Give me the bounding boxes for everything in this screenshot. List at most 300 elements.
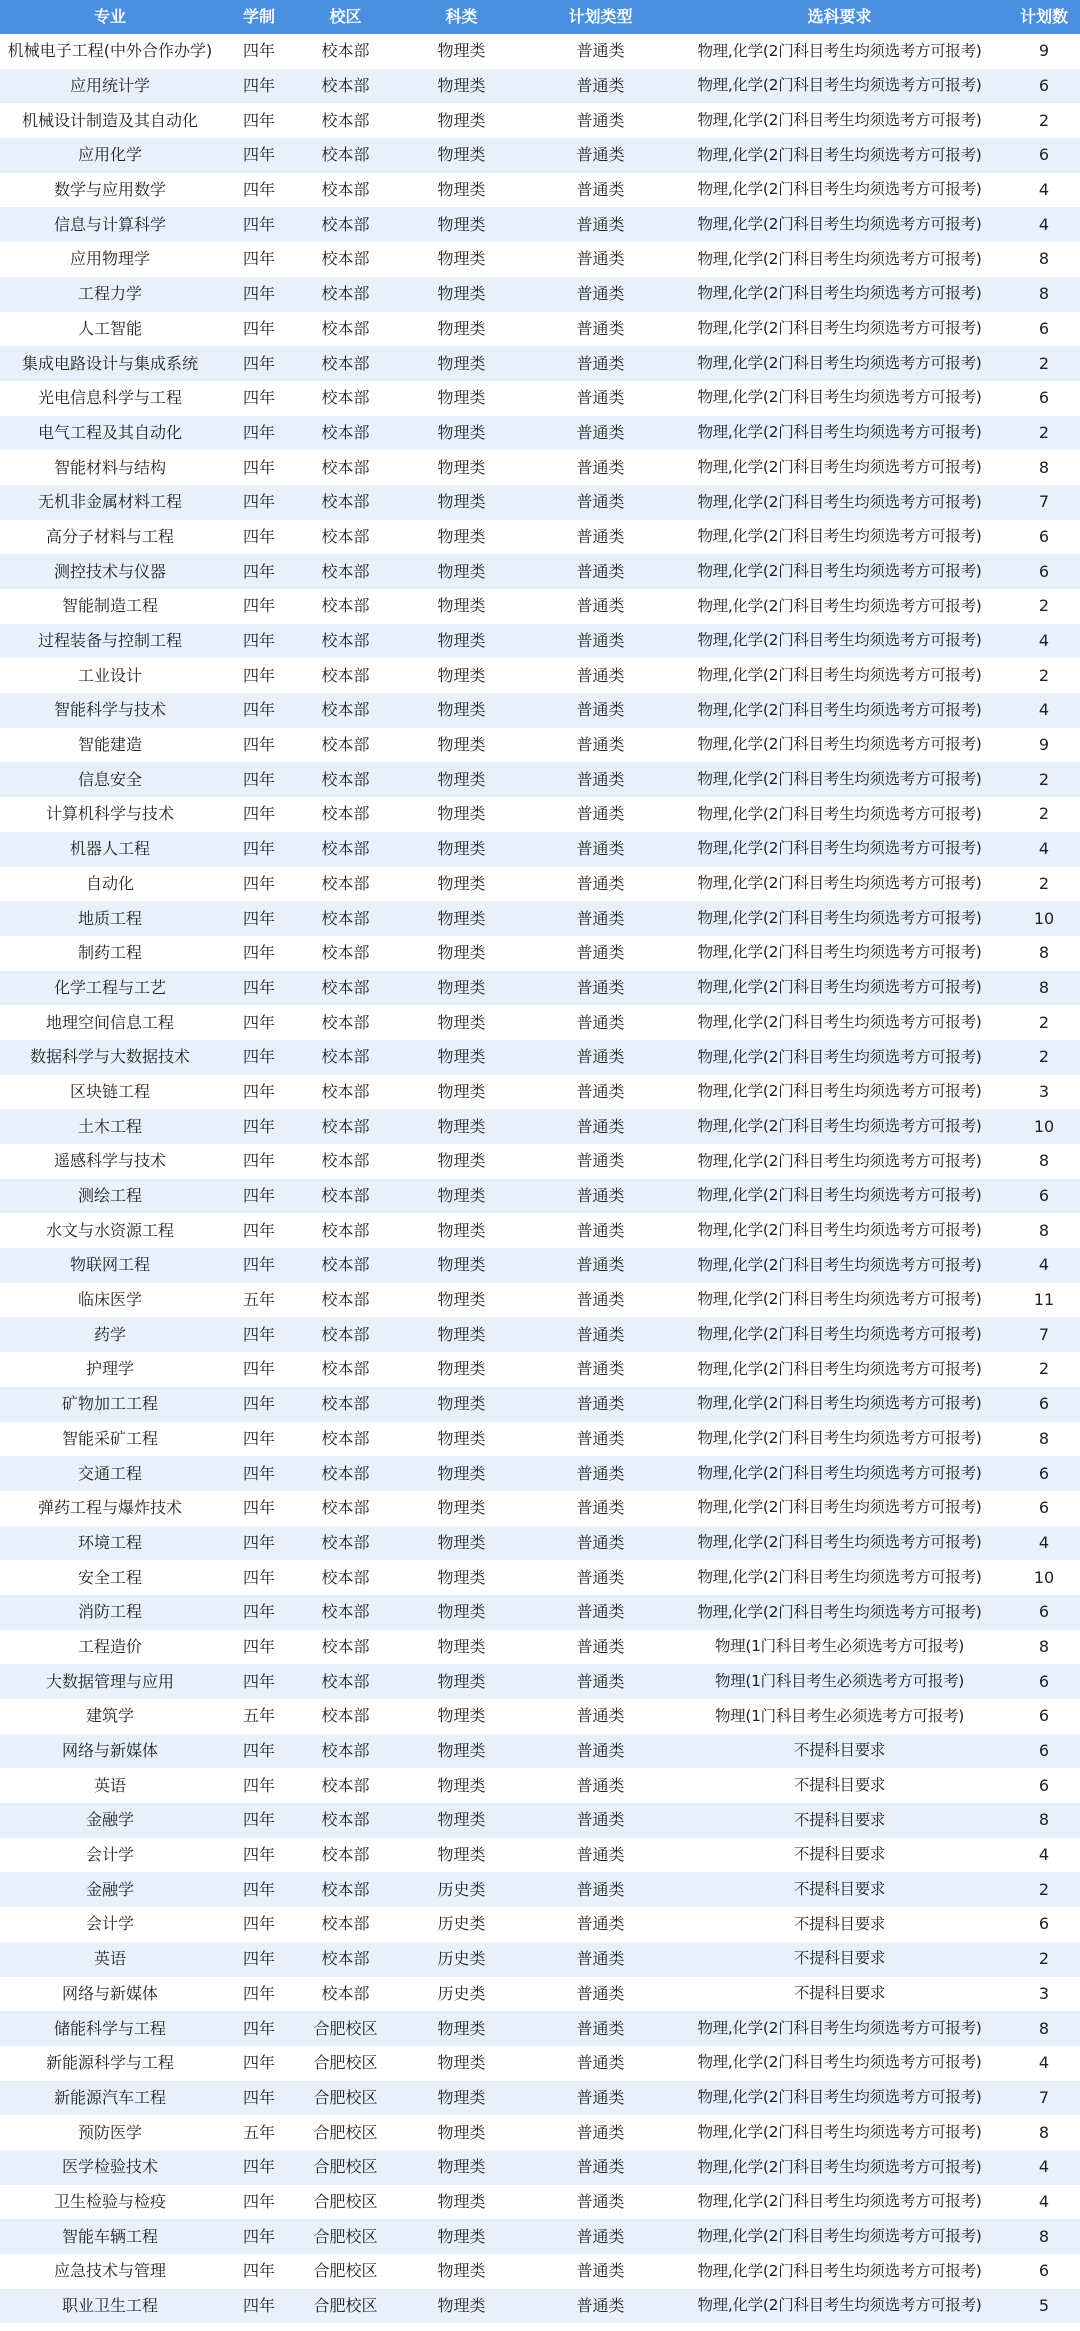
table-row <box>0 728 1080 763</box>
cell-major: 信息安全 <box>77 769 142 789</box>
cell-campus: 校本部 <box>321 1359 370 1379</box>
cell-campus: 校本部 <box>321 1602 370 1622</box>
cell-campus: 校本部 <box>321 1845 370 1865</box>
cell-duration: 四年 <box>242 1949 275 1969</box>
cell-duration: 四年 <box>242 1602 275 1622</box>
cell-campus: 校本部 <box>321 353 370 373</box>
cell-campus: 校本部 <box>321 596 370 616</box>
cell-major: 机器人工程 <box>69 839 150 859</box>
cell-campus: 校本部 <box>321 1186 370 1206</box>
cell-category: 物理类 <box>437 943 486 963</box>
cell-major: 数据科学与大数据技术 <box>29 1047 190 1067</box>
table-body <box>0 34 1080 2323</box>
cell-plan-type: 普通类 <box>576 1949 625 1969</box>
table-row <box>0 1942 1080 1977</box>
cell-duration: 四年 <box>242 1220 275 1240</box>
cell-duration: 四年 <box>242 1636 275 1656</box>
cell-duration: 四年 <box>242 1914 275 1934</box>
cell-duration: 四年 <box>242 2157 275 2177</box>
cell-campus: 校本部 <box>321 110 370 130</box>
table-row <box>0 1422 1080 1457</box>
cell-campus: 校本部 <box>321 839 370 859</box>
cell-duration: 四年 <box>242 2261 275 2281</box>
cell-category: 物理类 <box>437 2226 486 2246</box>
cell-major: 地理空间信息工程 <box>45 1012 174 1032</box>
cell-subject-requirement: 物理,化学(2门科目考生均须选考方可报考) <box>697 41 982 60</box>
cell-campus: 校本部 <box>321 1498 370 1518</box>
table-row <box>0 1248 1080 1283</box>
cell-major: 集成电路设计与集成系统 <box>21 353 198 373</box>
cell-plan-count: 6 <box>1038 1706 1050 1726</box>
cell-plan-count: 2 <box>1038 665 1050 685</box>
cell-category: 物理类 <box>437 1324 486 1344</box>
cell-category: 物理类 <box>437 1845 486 1865</box>
cell-subject-requirement: 物理,化学(2门科目考生均须选考方可报考) <box>697 2018 982 2037</box>
cell-category: 物理类 <box>437 839 486 859</box>
cell-duration: 四年 <box>242 249 275 269</box>
table-row <box>0 312 1080 347</box>
cell-plan-count: 6 <box>1038 1671 1050 1691</box>
cell-subject-requirement: 物理,化学(2门科目考生均须选考方可报考) <box>697 978 982 997</box>
cell-major: 自动化 <box>85 873 134 893</box>
cell-plan-type: 普通类 <box>576 1983 625 2003</box>
cell-subject-requirement: 物理,化学(2门科目考生均须选考方可报考) <box>697 1220 982 1239</box>
cell-category: 物理类 <box>437 1012 486 1032</box>
cell-major: 消防工程 <box>77 1602 142 1622</box>
cell-plan-type: 普通类 <box>576 492 625 512</box>
cell-plan-type: 普通类 <box>576 1463 625 1483</box>
cell-campus: 校本部 <box>321 76 370 96</box>
cell-category: 物理类 <box>437 631 486 651</box>
cell-category: 物理类 <box>437 1394 486 1414</box>
header-plan-type: 计划类型 <box>568 7 633 26</box>
cell-campus: 校本部 <box>321 561 370 581</box>
table-row <box>0 2254 1080 2289</box>
cell-major: 化学工程与工艺 <box>53 977 166 997</box>
cell-plan-count: 6 <box>1038 388 1050 408</box>
cell-major: 光电信息科学与工程 <box>37 388 182 408</box>
cell-category: 物理类 <box>437 492 486 512</box>
cell-subject-requirement: 物理,化学(2门科目考生均须选考方可报考) <box>697 1082 982 1101</box>
cell-plan-type: 普通类 <box>576 457 625 477</box>
cell-duration: 四年 <box>242 1845 275 1865</box>
cell-campus: 校本部 <box>321 249 370 269</box>
cell-plan-type: 普通类 <box>576 839 625 859</box>
table-row <box>0 207 1080 242</box>
cell-category: 物理类 <box>437 1810 486 1830</box>
cell-plan-count: 7 <box>1038 1324 1050 1344</box>
cell-major: 土木工程 <box>77 1116 142 1136</box>
cell-subject-requirement: 物理,化学(2门科目考生均须选考方可报考) <box>697 457 982 476</box>
cell-plan-type: 普通类 <box>576 2018 625 2038</box>
cell-plan-count: 8 <box>1038 1428 1050 1448</box>
cell-major: 金融学 <box>85 1879 134 1899</box>
table-row <box>0 1595 1080 1630</box>
cell-major: 工程力学 <box>77 284 142 304</box>
cell-plan-type: 普通类 <box>576 1636 625 1656</box>
table-row <box>0 1907 1080 1942</box>
cell-major: 医学检验技术 <box>61 2157 158 2177</box>
cell-plan-type: 普通类 <box>576 1359 625 1379</box>
cell-major: 护理学 <box>85 1359 134 1379</box>
cell-plan-count: 8 <box>1038 1810 1050 1830</box>
cell-major: 预防医学 <box>77 2122 142 2142</box>
cell-plan-count: 4 <box>1038 2157 1050 2177</box>
cell-major: 过程装备与控制工程 <box>37 631 182 651</box>
cell-major: 新能源科学与工程 <box>45 2053 174 2073</box>
cell-subject-requirement: 物理,化学(2门科目考生均须选考方可报考) <box>697 215 982 234</box>
cell-campus: 校本部 <box>321 665 370 685</box>
cell-campus: 校本部 <box>321 1879 370 1899</box>
cell-category: 物理类 <box>437 2296 486 2316</box>
cell-plan-count: 2 <box>1038 422 1050 442</box>
cell-campus: 校本部 <box>321 1463 370 1483</box>
table-row <box>0 1526 1080 1561</box>
table-row <box>0 1040 1080 1075</box>
cell-campus: 校本部 <box>321 457 370 477</box>
table-row <box>0 2046 1080 2081</box>
cell-plan-type: 普通类 <box>576 1186 625 1206</box>
cell-duration: 四年 <box>242 700 275 720</box>
cell-major: 计算机科学与技术 <box>45 804 174 824</box>
table-row <box>0 2289 1080 2324</box>
cell-plan-count: 6 <box>1038 526 1050 546</box>
cell-subject-requirement: 物理,化学(2门科目考生均须选考方可报考) <box>697 145 982 164</box>
table-row <box>0 901 1080 936</box>
cell-plan-count: 8 <box>1038 457 1050 477</box>
cell-major: 药学 <box>93 1324 126 1344</box>
cell-subject-requirement: 物理,化学(2门科目考生均须选考方可报考) <box>697 319 982 338</box>
cell-subject-requirement: 物理,化学(2门科目考生均须选考方可报考) <box>697 1290 982 1309</box>
cell-subject-requirement: 物理,化学(2门科目考生均须选考方可报考) <box>697 1533 982 1552</box>
cell-plan-type: 普通类 <box>576 2261 625 2281</box>
cell-plan-type: 普通类 <box>576 1116 625 1136</box>
cell-plan-count: 2 <box>1038 1012 1050 1032</box>
cell-plan-count: 8 <box>1038 284 1050 304</box>
cell-category: 物理类 <box>437 318 486 338</box>
cell-plan-count: 8 <box>1038 1151 1050 1171</box>
cell-subject-requirement: 物理,化学(2门科目考生均须选考方可报考) <box>697 110 982 129</box>
cell-subject-requirement: 物理,化学(2门科目考生均须选考方可报考) <box>697 1116 982 1135</box>
cell-plan-count: 8 <box>1038 249 1050 269</box>
cell-category: 历史类 <box>437 1879 486 1899</box>
cell-plan-count: 8 <box>1038 2226 1050 2246</box>
cell-category: 物理类 <box>437 422 486 442</box>
cell-duration: 四年 <box>242 1671 275 1691</box>
cell-plan-type: 普通类 <box>576 561 625 581</box>
header-category: 科类 <box>445 7 478 26</box>
cell-plan-count: 7 <box>1038 2087 1050 2107</box>
cell-plan-type: 普通类 <box>576 2122 625 2142</box>
cell-plan-type: 普通类 <box>576 284 625 304</box>
cell-subject-requirement: 物理,化学(2门科目考生均须选考方可报考) <box>697 1151 982 1170</box>
cell-duration: 五年 <box>242 1290 275 1310</box>
cell-duration: 四年 <box>242 561 275 581</box>
cell-duration: 四年 <box>242 2018 275 2038</box>
cell-duration: 四年 <box>242 1428 275 1448</box>
cell-duration: 四年 <box>242 596 275 616</box>
cell-subject-requirement: 物理(1门科目考生必须选考方可报考) <box>714 1706 965 1725</box>
cell-plan-type: 普通类 <box>576 249 625 269</box>
cell-plan-type: 普通类 <box>576 422 625 442</box>
cell-major: 制药工程 <box>77 943 142 963</box>
cell-subject-requirement: 物理,化学(2门科目考生均须选考方可报考) <box>697 596 982 615</box>
header-major: 专业 <box>93 7 126 26</box>
table-row <box>0 589 1080 624</box>
cell-major: 地质工程 <box>77 908 142 928</box>
table-row <box>0 936 1080 971</box>
table-row <box>0 138 1080 173</box>
cell-plan-count: 2 <box>1038 110 1050 130</box>
cell-campus: 合肥校区 <box>313 2053 378 2073</box>
cell-duration: 四年 <box>242 2296 275 2316</box>
cell-campus: 校本部 <box>321 908 370 928</box>
cell-category: 物理类 <box>437 145 486 165</box>
cell-plan-count: 8 <box>1038 1636 1050 1656</box>
cell-category: 物理类 <box>437 1498 486 1518</box>
header-campus: 校区 <box>329 7 362 26</box>
cell-major: 智能材料与结构 <box>53 457 166 477</box>
cell-duration: 四年 <box>242 1116 275 1136</box>
cell-plan-type: 普通类 <box>576 76 625 96</box>
cell-subject-requirement: 物理,化学(2门科目考生均须选考方可报考) <box>697 2157 982 2176</box>
cell-plan-count: 2 <box>1038 804 1050 824</box>
cell-plan-type: 普通类 <box>576 1081 625 1101</box>
cell-campus: 校本部 <box>321 1324 370 1344</box>
cell-plan-count: 2 <box>1038 1359 1050 1379</box>
cell-subject-requirement: 不提科目要求 <box>793 1845 886 1864</box>
cell-major: 安全工程 <box>77 1567 142 1587</box>
cell-subject-requirement: 物理,化学(2门科目考生均须选考方可报考) <box>697 2296 982 2315</box>
cell-major: 交通工程 <box>77 1463 142 1483</box>
cell-category: 历史类 <box>437 1914 486 1934</box>
cell-campus: 校本部 <box>321 492 370 512</box>
cell-duration: 四年 <box>242 1081 275 1101</box>
cell-plan-type: 普通类 <box>576 1879 625 1899</box>
cell-subject-requirement: 物理,化学(2门科目考生均须选考方可报考) <box>697 1255 982 1274</box>
cell-category: 物理类 <box>437 769 486 789</box>
cell-plan-type: 普通类 <box>576 1151 625 1171</box>
cell-plan-type: 普通类 <box>576 1220 625 1240</box>
cell-duration: 四年 <box>242 943 275 963</box>
cell-plan-count: 6 <box>1038 561 1050 581</box>
table-row <box>0 1179 1080 1214</box>
cell-plan-type: 普通类 <box>576 1845 625 1865</box>
cell-plan-type: 普通类 <box>576 353 625 373</box>
cell-category: 物理类 <box>437 180 486 200</box>
cell-plan-count: 2 <box>1038 769 1050 789</box>
cell-duration: 四年 <box>242 1775 275 1795</box>
cell-plan-type: 普通类 <box>576 318 625 338</box>
cell-plan-type: 普通类 <box>576 1914 625 1934</box>
cell-plan-type: 普通类 <box>576 1741 625 1761</box>
table-row <box>0 2150 1080 2185</box>
cell-duration: 四年 <box>242 353 275 373</box>
cell-duration: 四年 <box>242 110 275 130</box>
cell-plan-type: 普通类 <box>576 943 625 963</box>
cell-plan-type: 普通类 <box>576 908 625 928</box>
cell-plan-type: 普通类 <box>576 665 625 685</box>
cell-subject-requirement: 物理,化学(2门科目考生均须选考方可报考) <box>697 1359 982 1378</box>
cell-plan-count: 6 <box>1038 145 1050 165</box>
cell-major: 无机非金属材料工程 <box>37 492 182 512</box>
cell-category: 物理类 <box>437 526 486 546</box>
cell-major: 电气工程及其自动化 <box>37 422 182 442</box>
cell-subject-requirement: 物理,化学(2门科目考生均须选考方可报考) <box>697 561 982 580</box>
cell-plan-count: 6 <box>1038 76 1050 96</box>
cell-category: 物理类 <box>437 596 486 616</box>
cell-duration: 五年 <box>242 2122 275 2142</box>
table-row <box>0 1872 1080 1907</box>
cell-plan-count: 2 <box>1038 596 1050 616</box>
cell-subject-requirement: 物理,化学(2门科目考生均须选考方可报考) <box>697 1394 982 1413</box>
cell-duration: 四年 <box>242 1983 275 2003</box>
cell-category: 物理类 <box>437 1463 486 1483</box>
cell-plan-type: 普通类 <box>576 2296 625 2316</box>
table-row <box>0 1560 1080 1595</box>
cell-duration: 四年 <box>242 665 275 685</box>
cell-campus: 校本部 <box>321 1914 370 1934</box>
cell-major: 物联网工程 <box>69 1255 150 1275</box>
cell-campus: 校本部 <box>321 735 370 755</box>
cell-duration: 四年 <box>242 1532 275 1552</box>
cell-plan-count: 6 <box>1038 1914 1050 1934</box>
cell-campus: 校本部 <box>321 1775 370 1795</box>
cell-duration: 四年 <box>242 1567 275 1587</box>
cell-category: 物理类 <box>437 735 486 755</box>
cell-subject-requirement: 物理,化学(2门科目考生均须选考方可报考) <box>697 735 982 754</box>
cell-category: 物理类 <box>437 1775 486 1795</box>
cell-plan-count: 10 <box>1033 1567 1055 1587</box>
cell-major: 弹药工程与爆炸技术 <box>37 1498 182 1518</box>
table-row <box>0 173 1080 208</box>
cell-subject-requirement: 物理,化学(2门科目考生均须选考方可报考) <box>697 943 982 962</box>
cell-plan-type: 普通类 <box>576 1047 625 1067</box>
cell-major: 应用化学 <box>77 145 142 165</box>
cell-plan-type: 普通类 <box>576 2087 625 2107</box>
cell-campus: 合肥校区 <box>313 2018 378 2038</box>
cell-subject-requirement: 物理,化学(2门科目考生均须选考方可报考) <box>697 2226 982 2245</box>
table-row <box>0 416 1080 451</box>
cell-plan-count: 8 <box>1038 943 1050 963</box>
table-row <box>0 867 1080 902</box>
cell-plan-count: 8 <box>1038 1220 1050 1240</box>
table-row <box>0 1075 1080 1110</box>
cell-plan-count: 10 <box>1033 908 1055 928</box>
cell-subject-requirement: 物理,化学(2门科目考生均须选考方可报考) <box>697 1047 982 1066</box>
cell-duration: 四年 <box>242 1047 275 1067</box>
cell-duration: 四年 <box>242 2226 275 2246</box>
cell-subject-requirement: 物理(1门科目考生必须选考方可报考) <box>714 1671 965 1690</box>
cell-plan-count: 6 <box>1038 1186 1050 1206</box>
cell-duration: 四年 <box>242 769 275 789</box>
cell-subject-requirement: 不提科目要求 <box>793 1984 886 2003</box>
cell-subject-requirement: 物理,化学(2门科目考生均须选考方可报考) <box>697 492 982 511</box>
cell-campus: 校本部 <box>321 1532 370 1552</box>
cell-duration: 四年 <box>242 422 275 442</box>
cell-duration: 四年 <box>242 457 275 477</box>
cell-plan-count: 8 <box>1038 2018 1050 2038</box>
cell-duration: 四年 <box>242 2087 275 2107</box>
cell-category: 物理类 <box>437 1116 486 1136</box>
cell-campus: 校本部 <box>321 943 370 963</box>
table-row <box>0 1387 1080 1422</box>
cell-subject-requirement: 物理(1门科目考生必须选考方可报考) <box>714 1637 965 1656</box>
cell-plan-count: 2 <box>1038 1047 1050 1067</box>
cell-duration: 四年 <box>242 2053 275 2073</box>
cell-category: 物理类 <box>437 1567 486 1587</box>
cell-plan-type: 普通类 <box>576 41 625 61</box>
table-row <box>0 1734 1080 1769</box>
cell-campus: 合肥校区 <box>313 2087 378 2107</box>
cell-subject-requirement: 物理,化学(2门科目考生均须选考方可报考) <box>697 527 982 546</box>
cell-category: 物理类 <box>437 1220 486 1240</box>
cell-major: 应用物理学 <box>69 249 150 269</box>
cell-subject-requirement: 物理,化学(2门科目考生均须选考方可报考) <box>697 804 982 823</box>
cell-major: 人工智能 <box>77 318 142 338</box>
cell-category: 物理类 <box>437 804 486 824</box>
table-header-row <box>0 0 1080 34</box>
table-row <box>0 1664 1080 1699</box>
cell-duration: 四年 <box>242 145 275 165</box>
cell-plan-count: 4 <box>1038 1255 1050 1275</box>
cell-plan-count: 4 <box>1038 180 1050 200</box>
cell-campus: 校本部 <box>321 1741 370 1761</box>
cell-major: 矿物加工工程 <box>61 1394 158 1414</box>
cell-major: 遥感科学与技术 <box>53 1151 166 1171</box>
cell-major: 机械设计制造及其自动化 <box>21 110 198 130</box>
cell-major: 建筑学 <box>85 1706 134 1726</box>
cell-plan-count: 6 <box>1038 1498 1050 1518</box>
cell-category: 历史类 <box>437 1983 486 2003</box>
cell-campus: 校本部 <box>321 1394 370 1414</box>
table-row <box>0 1768 1080 1803</box>
cell-plan-type: 普通类 <box>576 1290 625 1310</box>
cell-category: 物理类 <box>437 1047 486 1067</box>
cell-duration: 四年 <box>242 1324 275 1344</box>
cell-duration: 四年 <box>242 492 275 512</box>
cell-category: 物理类 <box>437 110 486 130</box>
table-row <box>0 2081 1080 2116</box>
cell-plan-count: 4 <box>1038 1845 1050 1865</box>
table-row <box>0 1352 1080 1387</box>
cell-plan-type: 普通类 <box>576 2191 625 2211</box>
table-row <box>0 2011 1080 2046</box>
cell-campus: 校本部 <box>321 1255 370 1275</box>
cell-subject-requirement: 物理,化学(2门科目考生均须选考方可报考) <box>697 1429 982 1448</box>
cell-duration: 四年 <box>242 2191 275 2211</box>
cell-major: 临床医学 <box>77 1290 142 1310</box>
cell-campus: 校本部 <box>321 1671 370 1691</box>
cell-campus: 合肥校区 <box>313 2296 378 2316</box>
cell-subject-requirement: 物理,化学(2门科目考生均须选考方可报考) <box>697 423 982 442</box>
cell-campus: 校本部 <box>321 1290 370 1310</box>
cell-campus: 合肥校区 <box>313 2226 378 2246</box>
cell-campus: 校本部 <box>321 1636 370 1656</box>
cell-subject-requirement: 物理,化学(2门科目考生均须选考方可报考) <box>697 1186 982 1205</box>
cell-plan-count: 3 <box>1038 1983 1050 2003</box>
cell-duration: 四年 <box>242 1463 275 1483</box>
cell-duration: 四年 <box>242 284 275 304</box>
cell-category: 物理类 <box>437 1602 486 1622</box>
cell-plan-type: 普通类 <box>576 1775 625 1795</box>
cell-subject-requirement: 不提科目要求 <box>793 1949 886 1968</box>
table-row <box>0 971 1080 1006</box>
cell-duration: 四年 <box>242 1498 275 1518</box>
cell-plan-type: 普通类 <box>576 735 625 755</box>
table-row <box>0 277 1080 312</box>
cell-subject-requirement: 物理,化学(2门科目考生均须选考方可报考) <box>697 76 982 95</box>
